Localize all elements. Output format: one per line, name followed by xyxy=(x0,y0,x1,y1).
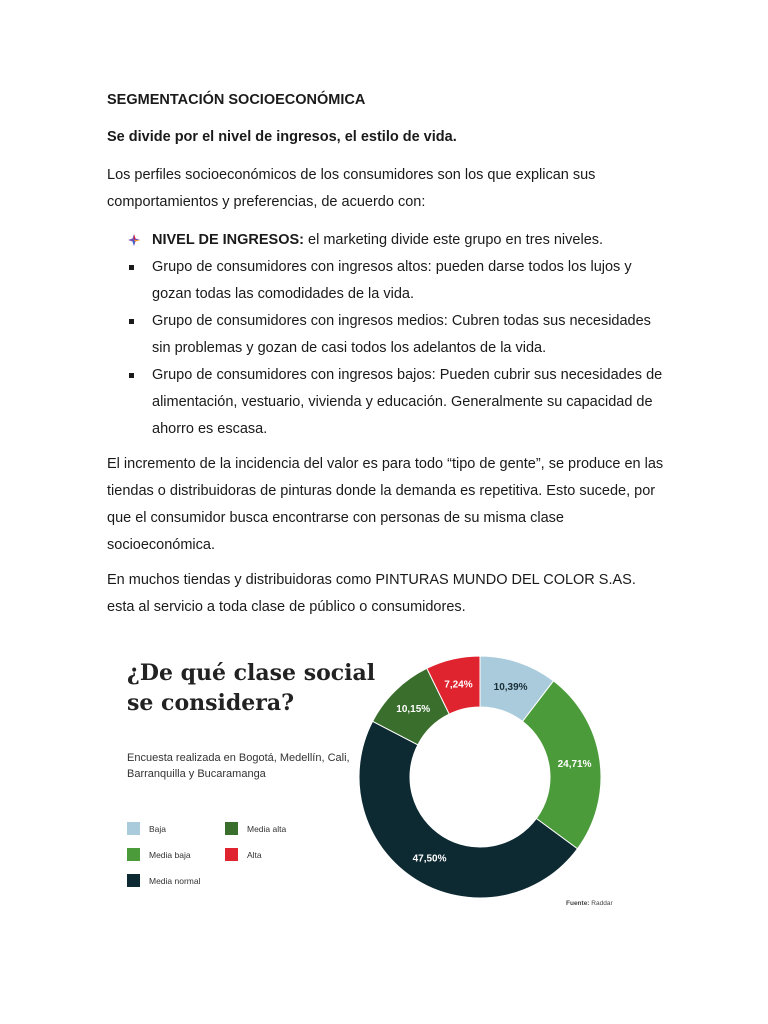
source-label: Fuente: xyxy=(566,900,590,907)
data-label: 10,15% xyxy=(396,704,431,716)
legend-swatch xyxy=(127,848,140,861)
list-item xyxy=(127,227,672,254)
star-bullet-icon xyxy=(127,233,141,247)
page-title: SEGMENTACIÓN SOCIOECONÓMICA xyxy=(107,92,366,108)
legend-label: Media normal xyxy=(149,875,201,886)
legend-item xyxy=(225,848,262,861)
body-paragraph: El incremento de la incidencia del valor es para todo “tipo de gente”, se produce en las tiendas o distribuidoras de pinturas donde la demanda es repetitiva. Esto sucede, por que el consumidor busca encontrarse con personas de su misma clase socioeconómica. xyxy=(107,456,664,553)
square-bullet-icon xyxy=(129,265,134,270)
list-item-bold-label: NIVEL DE INGRESOS: xyxy=(152,232,305,248)
infographic-title: ¿De qué clase social se considera? xyxy=(127,660,376,716)
legend-label: Baja xyxy=(149,823,167,834)
list-item-text: Grupo de consumidores con ingresos altos: pueden darse todos los lujos y gozan todas las comodidades de la vida. xyxy=(152,259,632,302)
legend-label: Alta xyxy=(247,849,262,860)
list-item xyxy=(127,254,672,308)
intro-paragraph: Los perfiles socioeconómicos de los consumidores son los que explican sus comportamientos y preferencias, de acuerdo con: xyxy=(107,167,596,210)
square-bullet-icon xyxy=(129,373,134,378)
legend-swatch xyxy=(225,822,238,835)
list-item-text: el marketing divide este grupo en tres niveles. xyxy=(304,232,604,248)
legend-label: Media baja xyxy=(149,849,191,860)
legend-item xyxy=(225,822,286,835)
legend-swatch xyxy=(127,822,140,835)
chart-source xyxy=(566,900,613,907)
donut-chart xyxy=(355,652,605,902)
legend-item xyxy=(127,848,191,861)
square-bullet-icon xyxy=(129,319,134,324)
list-item xyxy=(127,308,672,362)
body-paragraph: En muchos tiendas y distribuidoras como PINTURAS MUNDO DEL COLOR S.AS. esta al servicio a toda clase de público o consumidores. xyxy=(107,572,636,615)
source-value: Raddar xyxy=(591,900,613,907)
data-label: 10,39% xyxy=(493,682,528,694)
data-label: 7,24% xyxy=(444,679,473,691)
legend-label: Media alta xyxy=(247,823,287,834)
survey-infographic xyxy=(107,640,627,920)
list-item xyxy=(127,362,672,443)
subheading: Se divide por el nivel de ingresos, el estilo de vida. xyxy=(107,129,457,145)
legend-swatch xyxy=(225,848,238,861)
infographic-subtitle: Encuesta realizada en Bogotá, Medellín, Cali, Barranquilla y Bucaramanga xyxy=(127,752,350,780)
list-item-text: Grupo de consumidores con ingresos bajos: Pueden cubrir sus necesidades de alimentación, vestuario, vivienda y educación. Generalmente su capacidad de ahorro es escasa. xyxy=(152,367,663,437)
data-label: 24,71% xyxy=(557,759,592,771)
list-item-text: Grupo de consumidores con ingresos medios: Cubren todas sus necesidades sin problemas y gozan de casi todos los adelantos de la vida. xyxy=(152,313,651,356)
legend-item xyxy=(127,822,166,835)
income-list xyxy=(127,227,672,443)
legend-swatch xyxy=(127,874,140,887)
data-label: 47,50% xyxy=(412,853,447,865)
legend-item xyxy=(127,874,201,887)
